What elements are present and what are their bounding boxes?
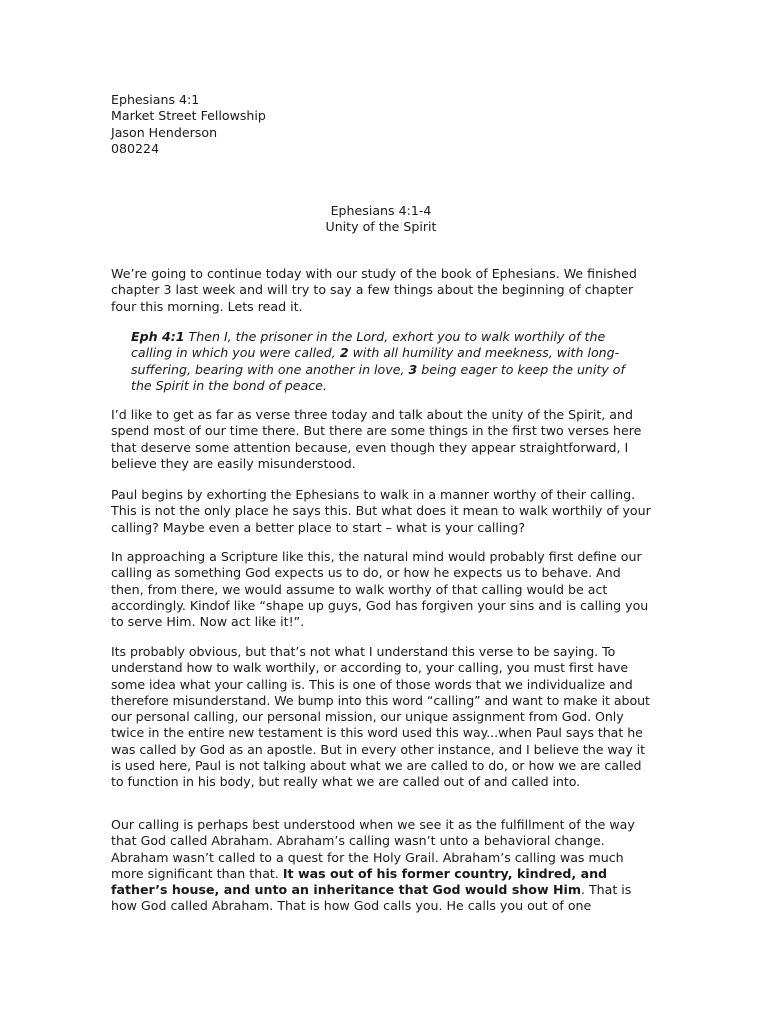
paragraph-calling-question: Paul begins by exhorting the Ephesians to walk in a manner worthy of their calling. This is not the only place he says this. But what does it mean to walk worthily of your calling? Maybe even a better place to start – what is your calling?: [111, 487, 651, 535]
paragraph-understanding: Its probably obvious, but that’s not what I understand this verse to be saying. To understand how to walk worthily, or according to, your calling, you must first have some idea what your calling is. This is one of those words that we individualize and therefore misunderstand. We bump into this word “calling” and want to make it about our personal calling, our personal mission, our unique assignment from God. Only twice in the entire new testament is this word used this way...when Paul says that he was called by God as an apostle. But in every other instance, and I believe the way it is used here, Paul is not talking about what we are called to do, or how we are called to function in his body, but really what we are called out of and called into.: [111, 644, 650, 790]
paragraph-intro: We’re going to continue today with our study of the book of Ephesians. We finished chapter 3 last week and will try to say a few things about the beginning of chapter four this morning. Lets read it.: [111, 266, 637, 314]
header-date: 080224: [111, 140, 160, 156]
quote-text-2: with all humility and meekness, with long-suffering, bearing with one another in love,: [131, 345, 620, 377]
quote-ref-2: 2: [339, 345, 349, 361]
quote-text-1: Then I, the prisoner in the Lord, exhort you to walk worthily of the calling in which you were called,: [131, 329, 606, 361]
document-header: [111, 92, 651, 157]
title-sub: Unity of the Spirit: [325, 219, 437, 235]
scripture-quote: [131, 329, 639, 394]
abraham-emphasis: It was out of his former country, kindred, and father’s house, and unto an inheritance that God would show Him: [111, 865, 608, 898]
abraham-text-end: . That is how God called Abraham. That is how God calls you. He calls you out of one: [111, 882, 632, 914]
paragraph-abraham: [111, 817, 651, 915]
paragraph-natural-mind: In approaching a Scripture like this, the natural mind would probably first define our calling as something God expects us to do, or how he expects us to behave. And then, from there, we would assume to walk worthy of that calling would be act accordingly. Kindof like “shape up guys, God has forgiven your sins and is calling you to serve Him. Now act like it!”.: [111, 549, 649, 630]
quote-ref-1: Eph 4:1: [131, 329, 185, 344]
header-church: Market Street Fellowship: [111, 108, 266, 124]
title-main: Ephesians 4:1-4: [330, 203, 432, 218]
header-scripture: Ephesians 4:1: [111, 92, 200, 107]
header-author: Jason Henderson: [111, 124, 218, 140]
abraham-text-start: Our calling is perhaps best understood when we see it as the fulfillment of the way that God called Abraham. Abraham’s calling wasn’t unto a behavioral change. Abraham wasn’t called to a quest for the Holy Grail. Abraham’s calling was much more significant than that.: [111, 817, 635, 881]
sermon-title: [111, 203, 651, 236]
quote-ref-3: 3: [408, 361, 418, 377]
quote-text-3: being eager to keep the unity of the Spirit in the bond of peace.: [131, 361, 625, 393]
paragraph-verse-three: I’d like to get as far as verse three today and talk about the unity of the Spirit, and spend most of our time there. But there are some things in the first two verses here that deserve some attention because, even though they appear straightforward, I believe they are easily misunderstood.: [111, 407, 642, 471]
